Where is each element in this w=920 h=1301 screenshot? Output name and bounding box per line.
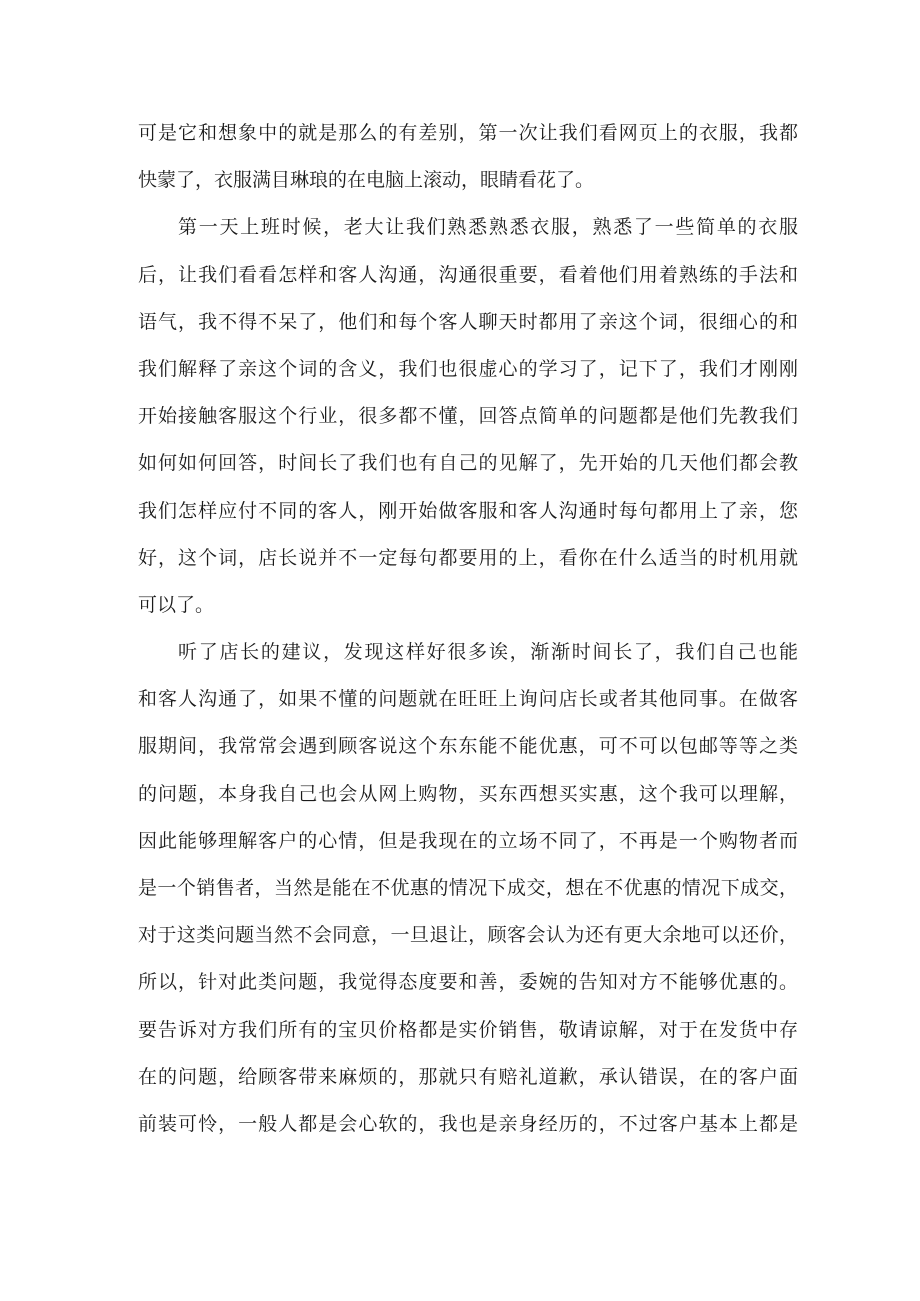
paragraph-2: [138, 208, 798, 633]
paragraph-line: 所以，针对此类问题，我觉得态度要和善，委婉的告知对方不能够优惠的。: [138, 971, 798, 994]
paragraph-line: 对于这类问题当然不会同意，一旦退让，顾客会认为还有更大余地可以还价，: [138, 924, 798, 947]
paragraph-line: 因此能够理解客户的心情，但是我现在的立场不同了，不再是一个购物者而: [138, 829, 798, 852]
paragraph-1: [138, 114, 798, 208]
paragraph-line: 第一天上班时候，老大让我们熟悉熟悉衣服，熟悉了一些简单的衣服: [178, 216, 798, 239]
paragraph-line: 前装可怜，一般人都是会心软的，我也是亲身经历的，不过客户基本上都是: [138, 1112, 798, 1135]
paragraph-line: 我们解释了亲这个词的含义，我们也很虚心的学习了，记下了，我们才刚刚: [138, 357, 798, 380]
paragraph-line: 我们怎样应付不同的客人，刚开始做客服和客人沟通时每句都用上了亲，您: [138, 499, 798, 522]
paragraph-line: 在的问题，给顾客带来麻烦的，那就只有赔礼道歉，承认错误，在的客户面: [138, 1065, 798, 1088]
paragraph-line: 后，让我们看看怎样和客人沟通，沟通很重要，看着他们用着熟练的手法和: [138, 263, 798, 286]
document-body: [138, 114, 798, 1152]
paragraph-3: [138, 633, 798, 1152]
paragraph-line: 的问题，本身我自己也会从网上购物，买东西想买实惠，这个我可以理解，: [138, 782, 798, 805]
paragraph-line: 要告诉对方我们所有的宝贝价格都是实价销售，敬请谅解，对于在发货中存: [138, 1018, 798, 1041]
paragraph-line: 如何如何回答，时间长了我们也有自己的见解了，先开始的几天他们都会教: [138, 452, 798, 475]
paragraph-line: 语气，我不得不呆了，他们和每个客人聊天时都用了亲这个词，很细心的和: [138, 310, 798, 333]
paragraph-line: 可是它和想象中的就是那么的有差别，第一次让我们看网页上的衣服，我都: [138, 122, 798, 144]
paragraph-line: 和客人沟通了，如果不懂的问题就在旺旺上询问店长或者其他同事。在做客: [138, 688, 798, 711]
paragraph-line: 快蒙了，衣服满目琳琅的在电脑上滚动，眼睛看花了。: [138, 169, 595, 192]
paragraph-line: 好，这个词，店长说并不一定每句都要用的上，看你在什么适当的时机用就: [138, 546, 798, 569]
paragraph-line: 可以了。: [138, 593, 215, 616]
paragraph-line: 服期间，我常常会遇到顾客说这个东东能不能优惠，可不可以包邮等等之类: [138, 735, 798, 758]
paragraph-line: 开始接触客服这个行业，很多都不懂，回答点简单的问题都是他们先教我们: [138, 405, 798, 428]
paragraph-line: 听了店长的建议，发现这样好很多诶，渐渐时间长了，我们自己也能: [178, 641, 798, 664]
paragraph-line: 是一个销售者，当然是能在不优惠的情况下成交，想在不优惠的情况下成交，: [138, 877, 798, 899]
